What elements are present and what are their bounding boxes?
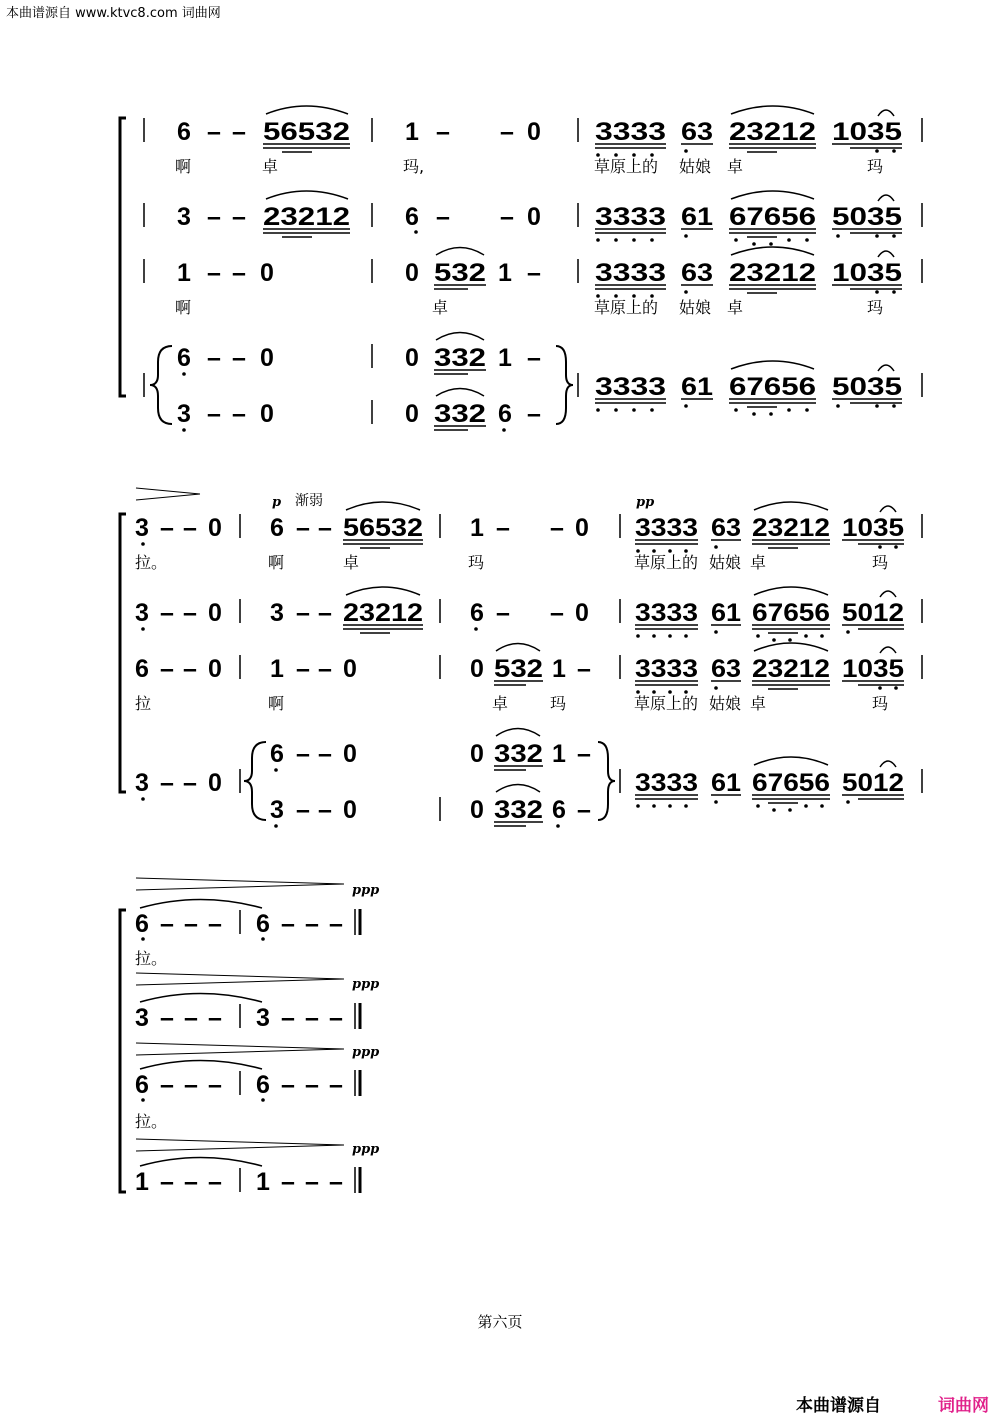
svg-text:–: – bbox=[232, 259, 246, 287]
svg-text:3: 3 bbox=[270, 796, 284, 824]
svg-text:–: – bbox=[232, 203, 246, 231]
svg-text:–: – bbox=[318, 796, 332, 824]
split-brace bbox=[150, 346, 172, 424]
svg-text:–: – bbox=[496, 514, 510, 542]
svg-text:0: 0 bbox=[405, 344, 419, 372]
svg-text:–: – bbox=[329, 910, 343, 938]
svg-text:–: – bbox=[232, 118, 246, 146]
svg-text:0: 0 bbox=[343, 796, 357, 824]
svg-text:3333: 3333 bbox=[595, 203, 666, 231]
note-group: 56532 bbox=[263, 118, 350, 146]
svg-text:3: 3 bbox=[270, 599, 284, 627]
svg-text:61: 61 bbox=[711, 769, 742, 797]
svg-text:–: – bbox=[305, 1071, 319, 1099]
system1-tenor bbox=[177, 259, 902, 287]
svg-text:6: 6 bbox=[270, 514, 284, 542]
svg-text:–: – bbox=[436, 118, 450, 146]
svg-text:–: – bbox=[208, 1168, 222, 1196]
svg-text:–: – bbox=[160, 1004, 174, 1032]
svg-text:6: 6 bbox=[135, 1071, 149, 1099]
system3-bass bbox=[135, 1168, 343, 1196]
svg-text:–: – bbox=[160, 769, 174, 797]
system1-bass bbox=[177, 344, 902, 428]
svg-text:–: – bbox=[183, 514, 197, 542]
svg-text:0: 0 bbox=[527, 203, 541, 231]
svg-text:3: 3 bbox=[135, 599, 149, 627]
svg-text:–: – bbox=[527, 344, 541, 372]
svg-text:–: – bbox=[296, 796, 310, 824]
svg-text:ppp: ppp bbox=[352, 1142, 380, 1157]
svg-text:–: – bbox=[184, 1004, 198, 1032]
svg-text:啊: 啊 bbox=[268, 694, 285, 713]
svg-text:草原上的: 草原上的 bbox=[594, 157, 659, 176]
svg-text:–: – bbox=[207, 400, 221, 428]
svg-text:–: – bbox=[160, 655, 174, 683]
svg-text:卓: 卓 bbox=[750, 553, 767, 572]
svg-text:6: 6 bbox=[256, 910, 270, 938]
svg-text:0: 0 bbox=[405, 259, 419, 287]
svg-text:卓: 卓 bbox=[727, 298, 744, 317]
svg-text:0: 0 bbox=[527, 118, 541, 146]
svg-text:3333: 3333 bbox=[635, 769, 698, 797]
system2-bass bbox=[135, 740, 904, 824]
svg-text:–: – bbox=[208, 910, 222, 938]
svg-text:卓: 卓 bbox=[727, 157, 744, 176]
svg-text:–: – bbox=[296, 655, 310, 683]
svg-text:63: 63 bbox=[681, 118, 713, 146]
svg-text:332: 332 bbox=[494, 796, 543, 824]
system3-soprano bbox=[135, 910, 343, 938]
svg-text:23212: 23212 bbox=[343, 599, 423, 627]
dynamic-pp: pp bbox=[636, 495, 655, 510]
svg-text:–: – bbox=[281, 1071, 295, 1099]
svg-text:–: – bbox=[329, 1168, 343, 1196]
note: 6 bbox=[177, 118, 191, 146]
svg-text:0: 0 bbox=[575, 599, 589, 627]
svg-text:姑娘: 姑娘 bbox=[709, 694, 742, 713]
svg-text:姑娘: 姑娘 bbox=[679, 157, 712, 176]
svg-text:啊: 啊 bbox=[175, 298, 192, 317]
svg-text:0: 0 bbox=[405, 400, 419, 428]
svg-text:–: – bbox=[232, 400, 246, 428]
svg-text:5035: 5035 bbox=[832, 203, 903, 231]
svg-text:–: – bbox=[160, 514, 174, 542]
svg-text:532: 532 bbox=[434, 259, 486, 287]
system1-lyrics-1 bbox=[175, 157, 883, 176]
svg-text:–: – bbox=[160, 1071, 174, 1099]
svg-text:–: – bbox=[305, 910, 319, 938]
svg-text:–: – bbox=[296, 514, 310, 542]
svg-text:–: – bbox=[160, 599, 174, 627]
svg-text:63: 63 bbox=[711, 514, 741, 542]
svg-text:–: – bbox=[296, 599, 310, 627]
svg-text:6: 6 bbox=[270, 740, 284, 768]
svg-text:1035: 1035 bbox=[842, 514, 905, 542]
svg-text:67656: 67656 bbox=[752, 599, 830, 627]
svg-text:–: – bbox=[318, 514, 332, 542]
svg-text:–: – bbox=[281, 910, 295, 938]
svg-text:–: – bbox=[436, 203, 450, 231]
svg-text:玛: 玛 bbox=[872, 553, 889, 572]
svg-text:玛: 玛 bbox=[872, 694, 889, 713]
svg-text:23212: 23212 bbox=[752, 655, 830, 683]
footer-brand-logo: 词曲网 bbox=[938, 1396, 989, 1416]
svg-text:3: 3 bbox=[135, 769, 149, 797]
svg-text:–: – bbox=[281, 1004, 295, 1032]
svg-text:–: – bbox=[318, 599, 332, 627]
system2-alto bbox=[135, 599, 904, 627]
svg-text:–: – bbox=[184, 1168, 198, 1196]
svg-text:–: – bbox=[329, 1071, 343, 1099]
svg-text:–: – bbox=[318, 740, 332, 768]
system3-tenor bbox=[135, 1071, 343, 1099]
svg-text:1: 1 bbox=[177, 259, 191, 287]
svg-text:0: 0 bbox=[575, 514, 589, 542]
svg-text:玛: 玛 bbox=[867, 298, 884, 317]
svg-text:–: – bbox=[183, 599, 197, 627]
svg-text:1: 1 bbox=[256, 1168, 270, 1196]
page-number: 第六页 bbox=[477, 1313, 523, 1331]
svg-text:23212: 23212 bbox=[752, 514, 830, 542]
svg-text:6: 6 bbox=[135, 655, 149, 683]
system2-soprano bbox=[135, 514, 904, 542]
svg-text:1: 1 bbox=[498, 259, 512, 287]
svg-text:–: – bbox=[527, 400, 541, 428]
svg-text:玛,: 玛, bbox=[403, 157, 425, 176]
system-bracket bbox=[120, 118, 126, 396]
svg-text:卓: 卓 bbox=[492, 694, 509, 713]
svg-text:332: 332 bbox=[434, 400, 486, 428]
svg-text:3333: 3333 bbox=[595, 118, 666, 146]
svg-text:1: 1 bbox=[470, 514, 484, 542]
svg-text:61: 61 bbox=[681, 203, 714, 231]
svg-text:0: 0 bbox=[260, 344, 274, 372]
svg-text:0: 0 bbox=[343, 655, 357, 683]
svg-text:–: – bbox=[207, 344, 221, 372]
svg-text:–: – bbox=[160, 1168, 174, 1196]
svg-text:玛: 玛 bbox=[468, 553, 485, 572]
svg-text:–: – bbox=[183, 655, 197, 683]
svg-text:–: – bbox=[208, 1004, 222, 1032]
svg-text:1: 1 bbox=[552, 655, 566, 683]
svg-text:3: 3 bbox=[135, 514, 149, 542]
svg-text:332: 332 bbox=[434, 344, 486, 372]
dynamic-p: p bbox=[272, 495, 282, 510]
svg-text:草原上的: 草原上的 bbox=[634, 694, 699, 713]
system2-tenor bbox=[135, 655, 904, 683]
svg-text:玛: 玛 bbox=[867, 157, 884, 176]
svg-text:1: 1 bbox=[552, 740, 566, 768]
svg-text:5035: 5035 bbox=[832, 373, 903, 401]
svg-text:–: – bbox=[281, 1168, 295, 1196]
svg-text:ppp: ppp bbox=[352, 1045, 380, 1060]
svg-text:1035: 1035 bbox=[842, 655, 905, 683]
svg-text:63: 63 bbox=[681, 259, 713, 287]
system1-lyrics-3 bbox=[175, 298, 883, 317]
svg-text:3: 3 bbox=[177, 203, 191, 231]
svg-text:63: 63 bbox=[711, 655, 741, 683]
svg-text:–: – bbox=[318, 655, 332, 683]
svg-text:532: 532 bbox=[494, 655, 543, 683]
system3-lyric-3: 拉。 bbox=[135, 1112, 168, 1131]
svg-text:67656: 67656 bbox=[752, 769, 830, 797]
svg-text:–: – bbox=[527, 259, 541, 287]
svg-text:1: 1 bbox=[405, 118, 419, 146]
svg-text:玛: 玛 bbox=[550, 694, 567, 713]
svg-text:1: 1 bbox=[270, 655, 284, 683]
svg-text:3: 3 bbox=[135, 1004, 149, 1032]
svg-text:–: – bbox=[329, 1004, 343, 1032]
system2-lyrics-1 bbox=[135, 553, 888, 572]
system1-alto bbox=[177, 203, 902, 231]
svg-text:0: 0 bbox=[470, 655, 484, 683]
system1-soprano bbox=[177, 118, 902, 146]
svg-text:3333: 3333 bbox=[635, 655, 698, 683]
svg-text:草原上的: 草原上的 bbox=[594, 298, 659, 317]
system3-lyric-1: 拉。 bbox=[135, 949, 168, 968]
svg-text:67656: 67656 bbox=[729, 203, 816, 231]
lyric: 啊 bbox=[175, 157, 192, 176]
svg-text:0: 0 bbox=[260, 400, 274, 428]
svg-text:3: 3 bbox=[177, 400, 191, 428]
svg-text:1035: 1035 bbox=[832, 259, 903, 287]
svg-text:–: – bbox=[550, 514, 564, 542]
svg-text:–: – bbox=[577, 740, 591, 768]
svg-text:61: 61 bbox=[681, 373, 714, 401]
svg-text:–: – bbox=[207, 259, 221, 287]
svg-text:61: 61 bbox=[711, 599, 742, 627]
svg-text:–: – bbox=[184, 910, 198, 938]
svg-text:–: – bbox=[184, 1071, 198, 1099]
svg-text:–: – bbox=[577, 796, 591, 824]
svg-text:1: 1 bbox=[498, 344, 512, 372]
svg-text:啊: 啊 bbox=[268, 553, 285, 572]
svg-text:3333: 3333 bbox=[635, 599, 698, 627]
svg-text:姑娘: 姑娘 bbox=[679, 298, 712, 317]
svg-text:–: – bbox=[207, 118, 221, 146]
svg-text:–: – bbox=[577, 655, 591, 683]
svg-text:3333: 3333 bbox=[635, 514, 698, 542]
svg-text:0: 0 bbox=[208, 769, 222, 797]
svg-text:1035: 1035 bbox=[832, 118, 903, 146]
svg-text:6: 6 bbox=[256, 1071, 270, 1099]
svg-text:–: – bbox=[500, 118, 514, 146]
footer-brand-left: 本曲谱源自 bbox=[796, 1396, 881, 1416]
svg-text:0: 0 bbox=[470, 796, 484, 824]
svg-text:6: 6 bbox=[498, 400, 512, 428]
svg-text:草原上的: 草原上的 bbox=[634, 553, 699, 572]
svg-text:5012: 5012 bbox=[842, 599, 904, 627]
svg-text:卓: 卓 bbox=[262, 157, 279, 176]
svg-text:6: 6 bbox=[135, 910, 149, 938]
svg-text:6: 6 bbox=[405, 203, 419, 231]
svg-text:–: – bbox=[305, 1168, 319, 1196]
svg-text:3333: 3333 bbox=[595, 259, 666, 287]
svg-text:56532: 56532 bbox=[343, 514, 423, 542]
system2-lyrics-3 bbox=[135, 694, 888, 713]
svg-text:1: 1 bbox=[135, 1168, 149, 1196]
svg-text:5012: 5012 bbox=[842, 769, 904, 797]
svg-text:0: 0 bbox=[470, 740, 484, 768]
svg-text:卓: 卓 bbox=[432, 298, 449, 317]
svg-text:–: – bbox=[208, 1071, 222, 1099]
svg-text:卓: 卓 bbox=[343, 553, 360, 572]
svg-text:ppp: ppp bbox=[352, 977, 380, 992]
svg-text:–: – bbox=[305, 1004, 319, 1032]
svg-text:67656: 67656 bbox=[729, 373, 816, 401]
svg-text:–: – bbox=[500, 203, 514, 231]
site-header: 本曲谱源自 www.ktvc8.com 词曲网 bbox=[6, 6, 221, 21]
svg-text:卓: 卓 bbox=[750, 694, 767, 713]
svg-text:0: 0 bbox=[343, 740, 357, 768]
svg-text:–: – bbox=[160, 910, 174, 938]
svg-text:0: 0 bbox=[208, 655, 222, 683]
svg-text:–: – bbox=[207, 203, 221, 231]
svg-text:拉。: 拉。 bbox=[135, 553, 168, 572]
svg-text:–: – bbox=[183, 769, 197, 797]
svg-text:3: 3 bbox=[256, 1004, 270, 1032]
dim-label: 渐弱 bbox=[295, 493, 323, 509]
system3-dynamics bbox=[352, 883, 379, 1157]
svg-text:–: – bbox=[232, 344, 246, 372]
svg-text:姑娘: 姑娘 bbox=[709, 553, 742, 572]
svg-text:–: – bbox=[496, 599, 510, 627]
system3-alto bbox=[135, 1004, 343, 1032]
svg-text:ppp: ppp bbox=[352, 883, 380, 898]
svg-text:3333: 3333 bbox=[595, 373, 666, 401]
svg-text:23212: 23212 bbox=[263, 203, 350, 231]
svg-text:23212: 23212 bbox=[729, 259, 816, 287]
svg-text:6: 6 bbox=[177, 344, 191, 372]
svg-text:0: 0 bbox=[208, 514, 222, 542]
svg-text:6: 6 bbox=[470, 599, 484, 627]
svg-text:332: 332 bbox=[494, 740, 543, 768]
svg-text:拉: 拉 bbox=[135, 694, 152, 713]
svg-text:0: 0 bbox=[208, 599, 222, 627]
svg-text:6: 6 bbox=[552, 796, 566, 824]
svg-text:–: – bbox=[550, 599, 564, 627]
svg-text:23212: 23212 bbox=[729, 118, 816, 146]
svg-text:–: – bbox=[296, 740, 310, 768]
svg-text:0: 0 bbox=[260, 259, 274, 287]
